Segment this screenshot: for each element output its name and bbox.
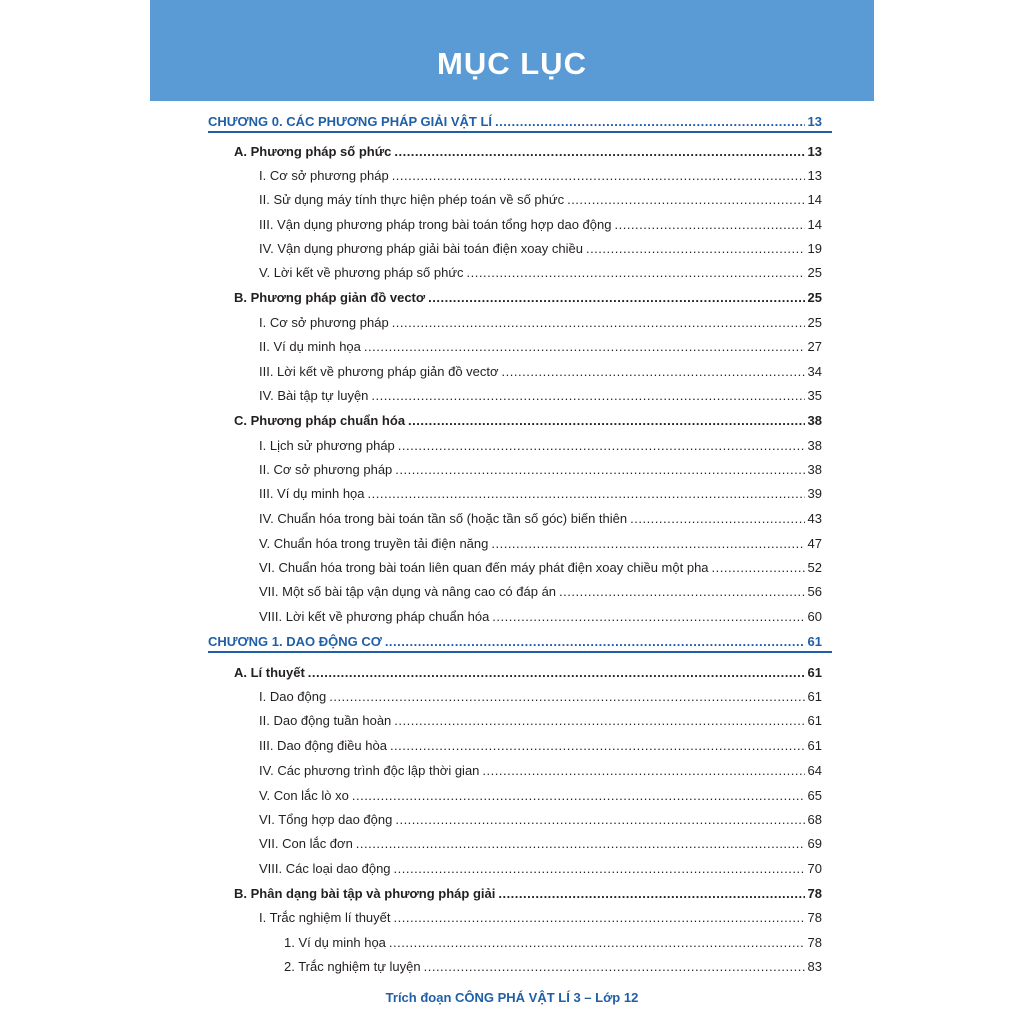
toc-entry-label: C. Phương pháp chuẩn hóa (234, 413, 406, 428)
toc-section-row[interactable] (234, 664, 822, 682)
chapter-rule (208, 131, 832, 133)
toc-item-row[interactable] (259, 712, 822, 730)
dot-leader (329, 688, 804, 706)
dot-leader (352, 787, 805, 805)
toc-page-number: 47 (807, 536, 822, 551)
toc-page-number: 35 (807, 388, 822, 403)
dot-leader (491, 535, 804, 553)
toc-entry-label: IV. Bài tập tự luyện (259, 388, 369, 403)
dot-leader (559, 583, 804, 601)
dot-leader (356, 835, 805, 853)
toc-entry-label: B. Phân dạng bài tập và phương pháp giải (234, 886, 496, 901)
toc-item-row[interactable] (259, 314, 822, 332)
toc-page-number: 13 (807, 114, 822, 129)
toc-entry-label: III. Dao động điều hòa (259, 738, 387, 753)
toc-item-row[interactable] (259, 583, 822, 601)
toc-page-number: 25 (807, 315, 822, 330)
toc-entry-label: A. Lí thuyết (234, 665, 305, 680)
dot-leader (495, 113, 804, 131)
toc-page-number: 38 (807, 413, 822, 428)
toc-page-number: 61 (807, 689, 822, 704)
toc-item-row[interactable] (259, 461, 822, 479)
toc-page-number: 56 (807, 584, 822, 599)
dot-leader (614, 216, 804, 234)
toc-section-row[interactable] (234, 143, 822, 161)
toc-item-row[interactable] (259, 535, 822, 553)
toc-page-number: 14 (807, 217, 822, 232)
toc-page-number: 25 (807, 265, 822, 280)
toc-item-row[interactable] (259, 762, 822, 780)
toc-entry-label: IV. Vận dụng phương pháp giải bài toán điện xoay chiều (259, 241, 583, 256)
dot-leader (492, 608, 804, 626)
dot-leader (398, 437, 805, 455)
toc-entry-label: CHƯƠNG 1. DAO ĐỘNG CƠ (208, 634, 382, 649)
toc-item-row[interactable] (259, 363, 822, 381)
toc-entry-label: IV. Các phương trình độc lập thời gian (259, 763, 480, 778)
toc-page-number: 52 (807, 560, 822, 575)
toc-page-number: 25 (807, 290, 822, 305)
toc-page-number: 14 (807, 192, 822, 207)
toc-entry-label: IV. Chuẩn hóa trong bài toán tần số (hoặc tần số góc) biến thiên (259, 511, 628, 526)
toc-entry-label: III. Vận dụng phương pháp trong bài toán tổng hợp dao động (259, 217, 612, 232)
dot-leader (395, 811, 804, 829)
dot-leader (394, 860, 805, 878)
toc-entry-label: I. Cơ sở phương pháp (259, 315, 389, 330)
toc-entry-label: I. Lịch sử phương pháp (259, 438, 395, 453)
dot-leader (394, 143, 804, 161)
toc-section-row[interactable] (234, 885, 822, 903)
dot-leader (394, 909, 805, 927)
dot-leader (498, 885, 804, 903)
toc-entry-label: VII. Một số bài tập vận dụng và nâng cao có đáp án (259, 584, 557, 599)
toc-page-number: 38 (807, 438, 822, 453)
toc-entry-label: II. Ví dụ minh họa (259, 339, 361, 354)
toc-page-number: 13 (807, 168, 822, 183)
toc-page-number: 60 (807, 609, 822, 624)
toc-entry-label: I. Trắc nghiệm lí thuyết (259, 910, 391, 925)
toc-item-row[interactable] (259, 811, 822, 829)
toc-section-row[interactable] (234, 412, 822, 430)
dot-leader (424, 958, 805, 976)
toc-item-row[interactable] (259, 264, 822, 282)
toc-page-number: 27 (807, 339, 822, 354)
toc-page-number: 78 (807, 910, 822, 925)
dot-leader (308, 664, 805, 682)
dot-leader (392, 314, 805, 332)
toc-item-row[interactable] (259, 909, 822, 927)
toc-entry-label: CHƯƠNG 0. CÁC PHƯƠNG PHÁP GIẢI VẬT LÍ (208, 114, 493, 129)
toc-entry-label: V. Chuẩn hóa trong truyền tải điện năng (259, 536, 489, 551)
toc-page-number: 70 (807, 861, 822, 876)
toc-chapter-row[interactable] (208, 113, 822, 131)
dot-leader (467, 264, 805, 282)
toc-entry-label: II. Dao động tuần hoàn (259, 713, 392, 728)
toc-item-row[interactable] (284, 934, 822, 952)
title-banner (150, 0, 874, 101)
dot-leader (712, 559, 805, 577)
dot-leader (389, 934, 805, 952)
toc-page-number: 68 (807, 812, 822, 827)
toc-page-number: 64 (807, 763, 822, 778)
toc-item-row[interactable] (284, 958, 822, 976)
page-title: MỤC LỤC (437, 46, 587, 81)
dot-leader (502, 363, 805, 381)
toc-page-number: 78 (807, 886, 822, 901)
toc-item-row[interactable] (259, 191, 822, 209)
dot-leader (395, 461, 804, 479)
toc-entry-label: II. Cơ sở phương pháp (259, 462, 393, 477)
toc-entry-label: VIII. Các loại dao động (259, 861, 391, 876)
dot-leader (390, 737, 805, 755)
dot-leader (408, 412, 804, 430)
book-page (150, 0, 874, 1024)
toc-item-row[interactable] (259, 510, 822, 528)
toc-item-row[interactable] (259, 338, 822, 356)
toc-entry-label: VI. Chuẩn hóa trong bài toán liên quan đến máy phát điện xoay chiều một pha (259, 560, 709, 575)
toc-page-number: 39 (807, 486, 822, 501)
toc-page-number: 38 (807, 462, 822, 477)
toc-page-number: 34 (807, 364, 822, 379)
footer-text: Trích đoạn CÔNG PHÁ VẬT LÍ 3 – Lớp 12 (385, 990, 639, 1005)
toc-page-number: 13 (807, 144, 822, 159)
toc-item-row[interactable] (259, 559, 822, 577)
toc-chapter-row[interactable] (208, 633, 822, 651)
toc-page-number: 43 (807, 511, 822, 526)
toc-page-number: 61 (807, 738, 822, 753)
toc-item-row[interactable] (259, 387, 822, 405)
toc-item-row[interactable] (259, 835, 822, 853)
toc-item-row[interactable] (259, 167, 822, 185)
dot-leader (368, 485, 805, 503)
toc-page-number: 61 (807, 634, 822, 649)
toc-entry-label: VI. Tổng hợp dao động (259, 812, 393, 827)
toc-item-row[interactable] (259, 737, 822, 755)
toc-entry-label: VIII. Lời kết về phương pháp chuẩn hóa (259, 609, 490, 624)
toc-section-row[interactable] (234, 289, 822, 307)
toc-item-row[interactable] (259, 485, 822, 503)
toc-entry-label: VII. Con lắc đơn (259, 836, 353, 851)
toc-entry-label: 1. Ví dụ minh họa (284, 935, 386, 950)
toc-page-number: 69 (807, 836, 822, 851)
toc-entry-label: V. Con lắc lò xo (259, 788, 349, 803)
toc-item-row[interactable] (259, 860, 822, 878)
dot-leader (586, 240, 805, 258)
toc-entry-label: B. Phương pháp giản đồ vectơ (234, 290, 426, 305)
dot-leader (567, 191, 804, 209)
toc-item-row[interactable] (259, 240, 822, 258)
dot-leader (630, 510, 804, 528)
dot-leader (394, 712, 804, 730)
toc-entry-label: 2. Trắc nghiệm tự luyện (284, 959, 421, 974)
toc-entry-label: I. Cơ sở phương pháp (259, 168, 389, 183)
toc-page-number: 61 (807, 713, 822, 728)
toc-page-number: 65 (807, 788, 822, 803)
toc-entry-label: V. Lời kết về phương pháp số phức (259, 265, 464, 280)
dot-leader (385, 633, 805, 651)
toc-entry-label: III. Ví dụ minh họa (259, 486, 365, 501)
toc-item-row[interactable] (259, 608, 822, 626)
dot-leader (428, 289, 804, 307)
toc-item-row[interactable] (259, 787, 822, 805)
toc-page-number: 19 (807, 241, 822, 256)
toc-entry-label: I. Dao động (259, 689, 327, 704)
dot-leader (371, 387, 804, 405)
toc-entry-label: A. Phương pháp số phức (234, 144, 392, 159)
toc-entry-label: III. Lời kết về phương pháp giản đồ vectơ (259, 364, 499, 379)
toc-page-number: 83 (807, 959, 822, 974)
dot-leader (392, 167, 805, 185)
toc-page-number: 78 (807, 935, 822, 950)
chapter-rule (208, 651, 832, 653)
toc-item-row[interactable] (259, 437, 822, 455)
dot-leader (364, 338, 805, 356)
toc-entry-label: II. Sử dụng máy tính thực hiện phép toán về số phức (259, 192, 565, 207)
toc-item-row[interactable] (259, 216, 822, 234)
toc-page-number: 61 (807, 665, 822, 680)
dot-leader (482, 762, 804, 780)
toc-item-row[interactable] (259, 688, 822, 706)
